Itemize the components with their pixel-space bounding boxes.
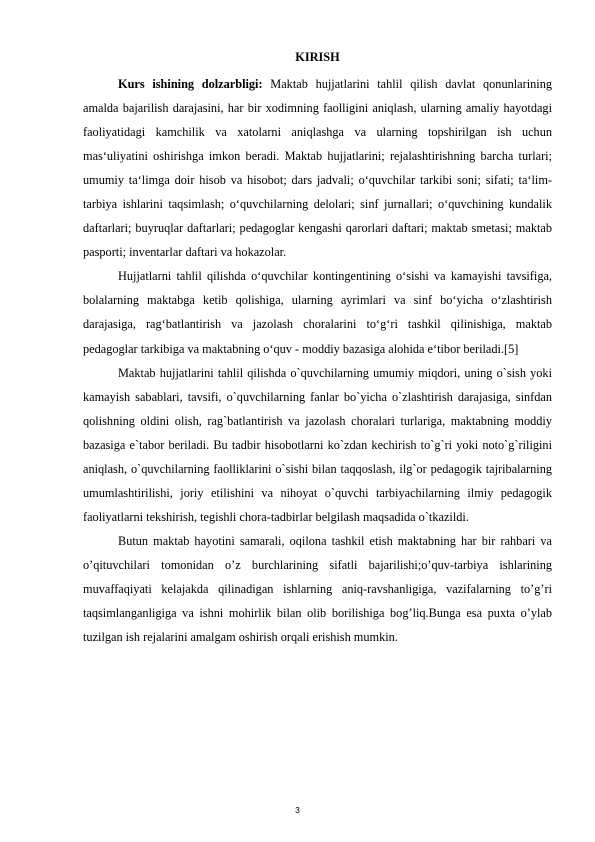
paragraph-2: Hujjatlarni tahlil qilishda o‘quvchilar kontingentining o‘sishi va kamayishi tavsifiga, bolalarning maktabga ketib qolishiga, ularning ayrimlari va sinf bo‘yicha o‘zlashtirish darajasiga, rag‘batlantirish va jazolash choralarini to‘g‘ri tashkil qilinishiga, maktab pedagoglar tarkibiga va maktabning o‘quv - moddiy bazasiga alohida e‘tibor beriladi.[5] (83, 269, 552, 356)
paragraph-3: Maktab hujjatlarini tahlil qilishda o`quvchilarning umumiy miqdori, uning o`sish yoki kamayish sabablari, tavsifi, o`quvchilarning fanlar bo`yicha o`zlashtirish darajasiga, sinfdan qolishning oldini olish, rag`batlantirish va jazolash choralari turlariga, maktabning moddiy bazasiga e`tabor beriladi. Bu tadbir hisobotlarni ko`zdan kechirish to`g`ri yoki noto`g`riligini aniqlash, o`quvchilarning faolliklarini o`sishi bilan taqqoslash, ilg`or pedagogik tajribalarning umumlashtirilishi, joriy etilishini va nihoyat o`quvchi tarbiyachilarning ilmiy pedagogik faoliyatlarni tekshirish, tegishli chora-tadbirlar belgilash maqsadida o`tkazildi. (83, 365, 552, 524)
page-number: 3 (295, 805, 300, 815)
intro-text: Maktab hujjatlarini tahlil qilish davlat qonunlarining amalda bajarilish darajasini, har bir xodimning faolligini aniqlash, ularning amaliy hayotdagi faoliyatidagi kamchilik va xatolarni aniqlashga va ularning topshirilgan ish uchun mas‘uliyatini oshirishga imkon beradi. Maktab hujjatlarini; rejalashtirishning barcha turlari; umumiy ta‘limga doir hisob va hisobot; dars jadvali; o‘quvchilar tarkibi soni; sifati; ta‘lim- tarbiya ishlarini taqsimlash; o‘quvchilarning delolari; sinf jurnallari; o‘quvchining kundalik daftarlari; buyruqlar daftarlari; pedagoglar kengashi qarorlari daftari; maktab smetasi; maktab pasporti; inventarlar daftari va hokazolar. (83, 77, 553, 260)
document-page (83, 48, 552, 649)
paragraph-4: Butun maktab hayotini samarali, oqilona tashkil etish maktabning har bir rahbari va o’qituvchilari tomonidan o’z burchlarining sifatli bajarilishi;o’quv-tarbiya ishlarining muvaffaqiyati kelajakda qilinadigan ishlarning aniq-ravshanligiga, vazifalarning to’g’ri taqsimlanganligiga va ishni mohirlik bilan olib borilishiga bog’liq.Bunga esa puxta o’ylab tuzilgan ish rejalarini amalgam oshirish orqali erishish mumkin. (83, 533, 552, 645)
intro-lead: Kurs ishining dolzarbligi: (118, 77, 263, 91)
intro-paragraph (83, 72, 552, 264)
section-heading: KIRISH (295, 50, 340, 64)
